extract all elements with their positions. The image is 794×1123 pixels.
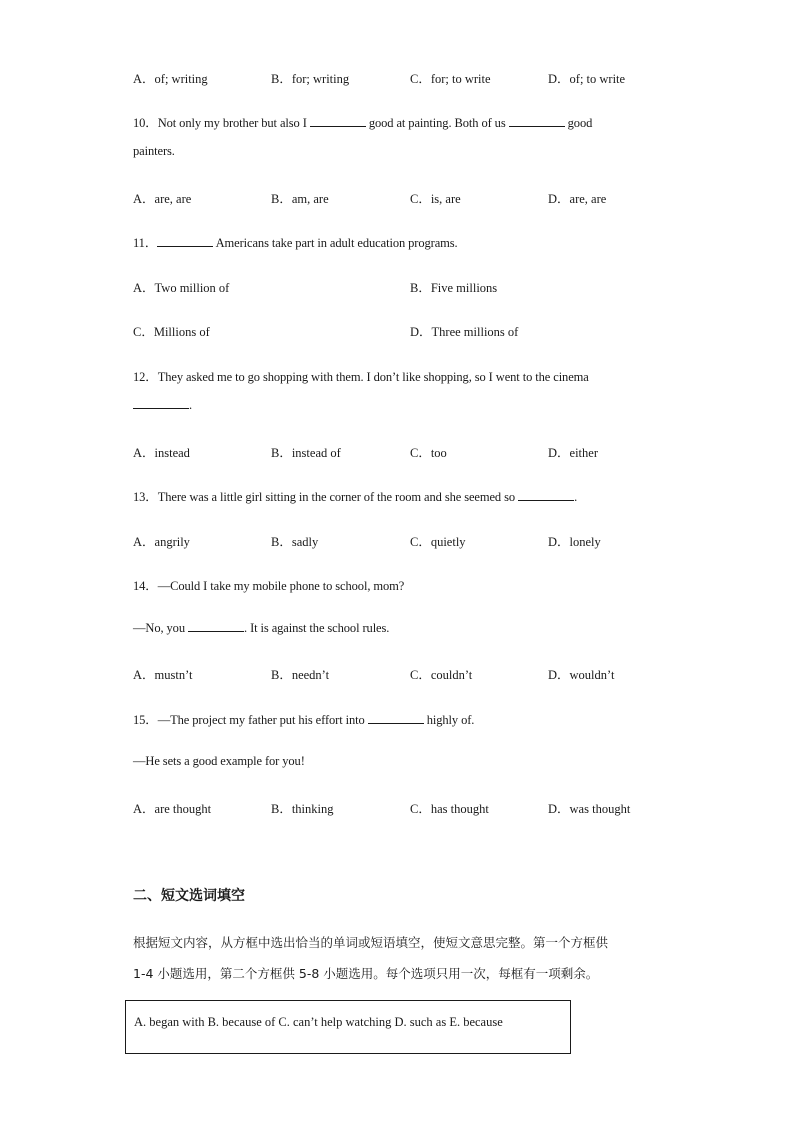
q13-text-1: 13．There was a little girl sitting in the corner of the room and she seemed so [133,490,519,504]
q10-option-c: C．is, are [410,192,461,206]
q15-option-d: D．was thought [548,802,631,816]
q14-stem-line2 [133,621,389,636]
q9-option-c: C．for; to write [410,72,491,86]
q10-text-2: good at painting. Both of us [365,116,509,130]
q10-text-1: 10．Not only my brother but also I [133,116,310,130]
q14-text-1: —No, you [133,621,189,635]
q13-option-c: C．quietly [410,535,466,549]
q11-option-a: A．Two million of [133,281,230,295]
q13-text-2: . [574,490,578,504]
q11-blank [157,236,213,247]
q10-option-a: A．are, are [133,192,192,206]
q12-blank [133,398,189,409]
q14-text-2: . It is against the school rules. [244,621,390,635]
q10-blank-1 [310,116,366,127]
q11-stem [133,233,458,251]
q9-option-a: A．of; writing [133,72,208,86]
q15-text-2: highly of. [423,713,475,727]
q15-option-c: C．has thought [410,802,489,816]
word-box-options: A. began with B. because of C. can’t help watching D. such as E. because [134,1015,503,1029]
q10-stem [133,113,592,131]
q12-period: . [189,398,193,412]
q15-text-1: 15．—The project my father put his effort into [133,713,368,727]
q10-option-d: D．are, are [548,192,607,206]
q11-option-b: B．Five millions [410,281,498,295]
q12-stem-line2 [133,398,192,413]
q10-stem-line2: painters. [133,144,175,158]
q10-text-3: good [564,116,593,130]
q13-option-d: D．lonely [548,535,601,549]
q15-stem [133,710,474,728]
q14-blank [188,621,244,632]
q14-option-a: A．mustn’t [133,668,193,682]
q12-option-c: C．too [410,446,447,460]
q12-option-a: A．instead [133,446,190,460]
q13-blank [518,490,574,501]
q13-option-b: B．sadly [271,535,319,549]
q10-option-b: B．am, are [271,192,329,206]
q11-option-c: C．Millions of [133,325,210,339]
q13-option-a: A．angrily [133,535,190,549]
q10-blank-2 [509,116,565,127]
q13-stem [133,487,577,505]
section-title: 二、短文选词填空 [133,888,245,904]
q14-option-b: B．needn’t [271,668,330,682]
q14-option-c: C．couldn’t [410,668,473,682]
q9-option-d: D．of; to write [548,72,626,86]
q15-stem-line2: —He sets a good example for you! [133,754,305,768]
q14-option-d: D．wouldn’t [548,668,615,682]
q11-option-d: D．Three millions of [410,325,519,339]
q11-text-1: 11． [133,236,158,250]
q11-text-2: Americans take part in adult education programs. [213,236,458,250]
q12-stem: 12．They asked me to go shopping with them. I don’t like shopping, so I went to the cinema [133,370,589,384]
word-box [125,1000,571,1054]
q14-stem: 14．—Could I take my mobile phone to school, mom? [133,579,405,593]
section-instruction-line2: 1-4 小题选用，第二个方框供 5-8 小题选用。每个选项只用一次，每框有一项剩余。 [133,966,599,981]
q15-option-a: A．are thought [133,802,212,816]
q9-option-b: B．for; writing [271,72,350,86]
section-instruction-line1: 根据短文内容，从方框中选出恰当的单词或短语填空，使短文意思完整。第一个方框供 [133,935,609,950]
q15-option-b: B．thinking [271,802,334,816]
q12-option-b: B．instead of [271,446,341,460]
q15-blank [368,713,424,724]
q12-option-d: D．either [548,446,598,460]
